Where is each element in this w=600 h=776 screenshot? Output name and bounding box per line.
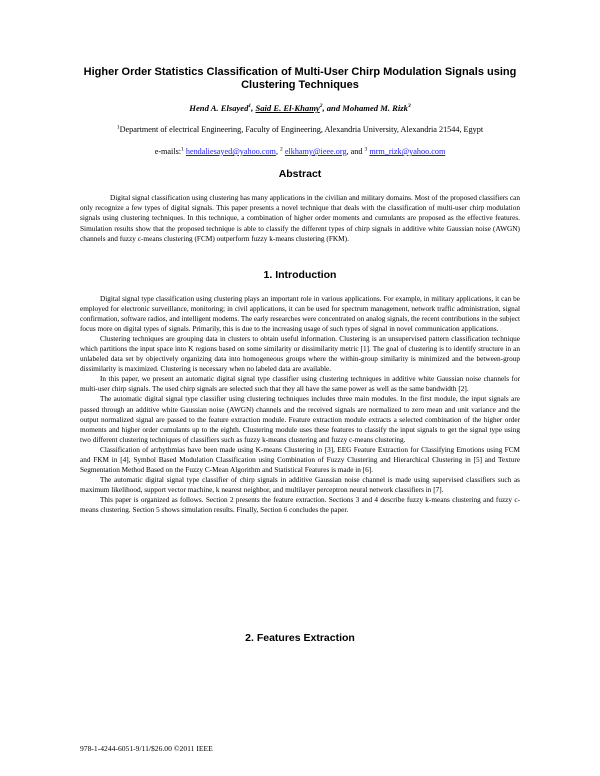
email-line: e-mails:$^1$ hendaliesayed@yahoo.com, $^2$ elkhamy@ieee.org, and $^3$ mrm_rizk@yahoo.com	[154, 146, 446, 156]
paper-title: Higher Order Statistics Classification of Multi-User Chirp Modulation Signals using Clustering Techniques	[83, 66, 517, 91]
paragraph: The automatic digital signal type classifier using clustering techniques includes three main modules. In the first module, the input signals are passed through an additive white Gaussian noise (AWGN) channels and the received signals are normalized to zero mean and unit variance and the output normalized signal are passed to the feature extraction module. Feature extraction module extracts a selected combination of the higher order moments and higher order cumulants up to the eighth. Clustering module uses these features to classify the input signals to get the signal type using two different clustering techniques of classifiers such as fuzzy k-means clustering and fuzzy c-means clustering.	[80, 395, 520, 444]
author-superscript: 1	[248, 103, 252, 110]
paragraph: In this paper, we present an automatic digital signal type classifier using clustering techniques in additive white Gaussian noise channels for multi-user chirp signals. The used chirp signals are selected such that they all have the same power as well as the same bandwidth [2].	[80, 375, 520, 394]
author-superscript: 3	[407, 103, 411, 110]
author-name: Mohamed M. Rizk	[342, 103, 408, 113]
section-heading-introduction: 1. Introduction	[263, 269, 337, 281]
author-name: Said E. El-Khamy	[255, 103, 320, 113]
affiliation-text: Department of electrical Engineering, Faculty of Engineering, Alexandria University, Alexandria 21544, Egypt	[119, 125, 484, 134]
affiliation-superscript: 1	[116, 124, 120, 131]
paragraph: Classification of arrhythmias have been made using K-means Clustering in [3], EEG Feature Extraction for Classifying Emotions using FCM and FKM in [4], Symbol Based Modulation Classification using Combination of Fuzzy Clustering and Hierarchical Clustering in [5] and Texture Segmentation Method Based on the Fuzzy C-Mean Algorithm and Statistical Features is made in [6].	[80, 445, 520, 474]
abstract-heading: Abstract	[278, 168, 322, 180]
author-line: Hend A. Elsayed$^1$, Said E. El-Khamy$^2$, and Mohamed M. Rizk$^3$	[189, 103, 411, 113]
introduction-body	[80, 294, 520, 515]
paragraph: Digital signal type classification using clustering plays an important role in various applications. For example, in military applications, it can be employed for electronic surveillance, monitoring; in civil applications, it can be used for spectrum management, network traffic administration, signal confirmation, software radios, and intelligent modems. The early researches were concentrated on analog signals, the recent contributions in the subject focus more on digital types of signals. Primarily, this is due to the increasing usage of such types of signal in novel communication applications.	[80, 295, 520, 334]
author-superscript: 2	[319, 103, 323, 110]
abstract-text: Digital signal classification using clustering has many applications in the civilian and military domains. Most of the proposed classifiers can only recognize a few types of digital signals. This paper presents a novel technique that deals with the classification of multi-user chirp modulation signals using clustering techniques. In this technique, a combination of higher order moments and cumulants are proposed as the effective features. Simulation results show that the proposed technique is able to classify the different types of chirp signals in additive white Gaussian noise (AWGN) channels and fuzzy c-means clustering (FCM) outperform fuzzy k-means clustering (FKM).	[80, 193, 520, 243]
paragraph: Clustering techniques are grouping data in clusters to obtain useful information. Clustering is an unsupervised pattern classification technique which partitions the input space into K regions based on some similarity or dissimilarity metric [1]. The goal of clustering is to identify structure in an unlabeled data set by objectively organizing data into homogeneous groups where the within-group similarity is minimized and the between-group dissimilarity is maximized. Clustering is necessary when no labeled data are available.	[80, 335, 520, 374]
affiliation	[60, 125, 540, 134]
email-link-1[interactable]: hendaliesayed@yahoo.com	[185, 147, 276, 156]
email-link-2[interactable]: elkhamy@ieee.org	[284, 147, 347, 156]
author-name: Hend A. Elsayed	[189, 103, 249, 113]
email-prefix: e-mails:	[154, 147, 182, 156]
paragraph: This paper is organized as follows. Section 2 presents the feature extraction. Sections 3 and 4 describe fuzzy k-means clustering and fuzzy c-means clustering. Section 5 shows simulation results. Finally, Section 6 concludes the paper.	[80, 495, 520, 514]
copyright-footer: 978-1-4244-6051-9/11/$26.00 ©2011 IEEE	[80, 744, 213, 753]
email-link-3[interactable]: mrm_rizk@yahoo.com	[369, 147, 446, 156]
section-heading-features-extraction: 2. Features Extraction	[245, 632, 355, 644]
paragraph: The automatic digital signal type classifier of chirp signals in additive Gaussian noise channel is made using supervised classifiers such as maximum likelihood, support vector machine, k nearest neighbor, and multilayer perceptron neural network classifiers in [7].	[80, 475, 520, 494]
